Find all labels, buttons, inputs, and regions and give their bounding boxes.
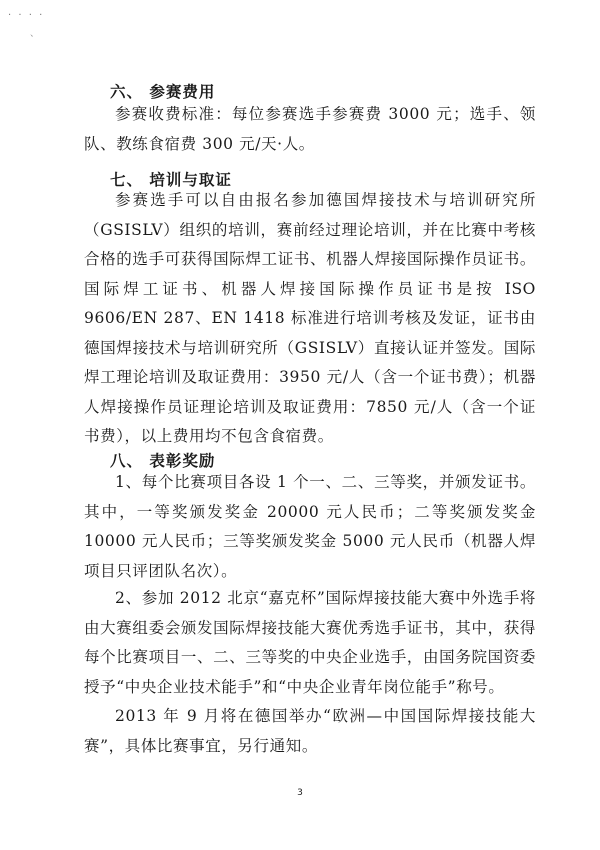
scan-artifact-dots: · · · · (8, 10, 45, 21)
scan-artifact-mark: 、 (30, 29, 40, 39)
paragraph-awards-2: 2、参加 2012 北京“嘉克杯”国际焊接技能大赛中外选手将由大赛组委会颁发国际焊接技能大赛优秀选手证书，其中，获得每个比赛项目一、二、三等奖的中央企业选手，由国务院国资委授予“中央企业技术能手”和“中央企业青年岗位能手”称号。 (84, 589, 536, 696)
paragraph-fees: 参赛收费标准：每位参赛选手参赛费 3000 元；选手、领队、教练食宿费 300 元/天·人。 (84, 105, 536, 153)
paragraph-awards-1: 1、每个比赛项目各设 1 个一、二、三等奖，并颁发证书。其中，一等奖颁发奖金 20000 元人民币；二等奖颁发奖金 10000 元人民币；三等奖颁发奖金 5000 元人民币（机器人焊项目只评团队名次）。 (84, 473, 536, 580)
paragraph-awards-3: 2013 年 9 月将在德国举办“欧洲—中国国际焊接技能大赛”，具体比赛事宜，另行通知。 (84, 707, 536, 755)
section-heading-fees: 六、 参赛费用 (110, 83, 216, 101)
paragraph-training: 参赛选手可以自由报名参加德国焊接技术与培训研究所（GSISLV）组织的培训，赛前经过理论培训，并在比赛中考核合格的选手可获得国际焊工证书、机器人焊接国际操作员证书。国际焊工证书、机器人焊接国际操作员证书是按 ISO 9606/EN 287、EN 1418 标准进行培训考核及发证，证书由德国焊接技术与培训研究所（GSISLV）直接认证并签发。国际焊工理论培训及取证费用：3950 元/人（含一个证书费）；机器人焊接操作员证理论培训及取证费用：7850 元/人（含一个证书费），以上费用均不包含食宿费。 (84, 191, 536, 445)
page-number: 3 (297, 788, 303, 798)
section-heading-training: 七、 培训与取证 (110, 171, 232, 189)
section-heading-awards: 八、 表彰奖励 (110, 452, 216, 470)
